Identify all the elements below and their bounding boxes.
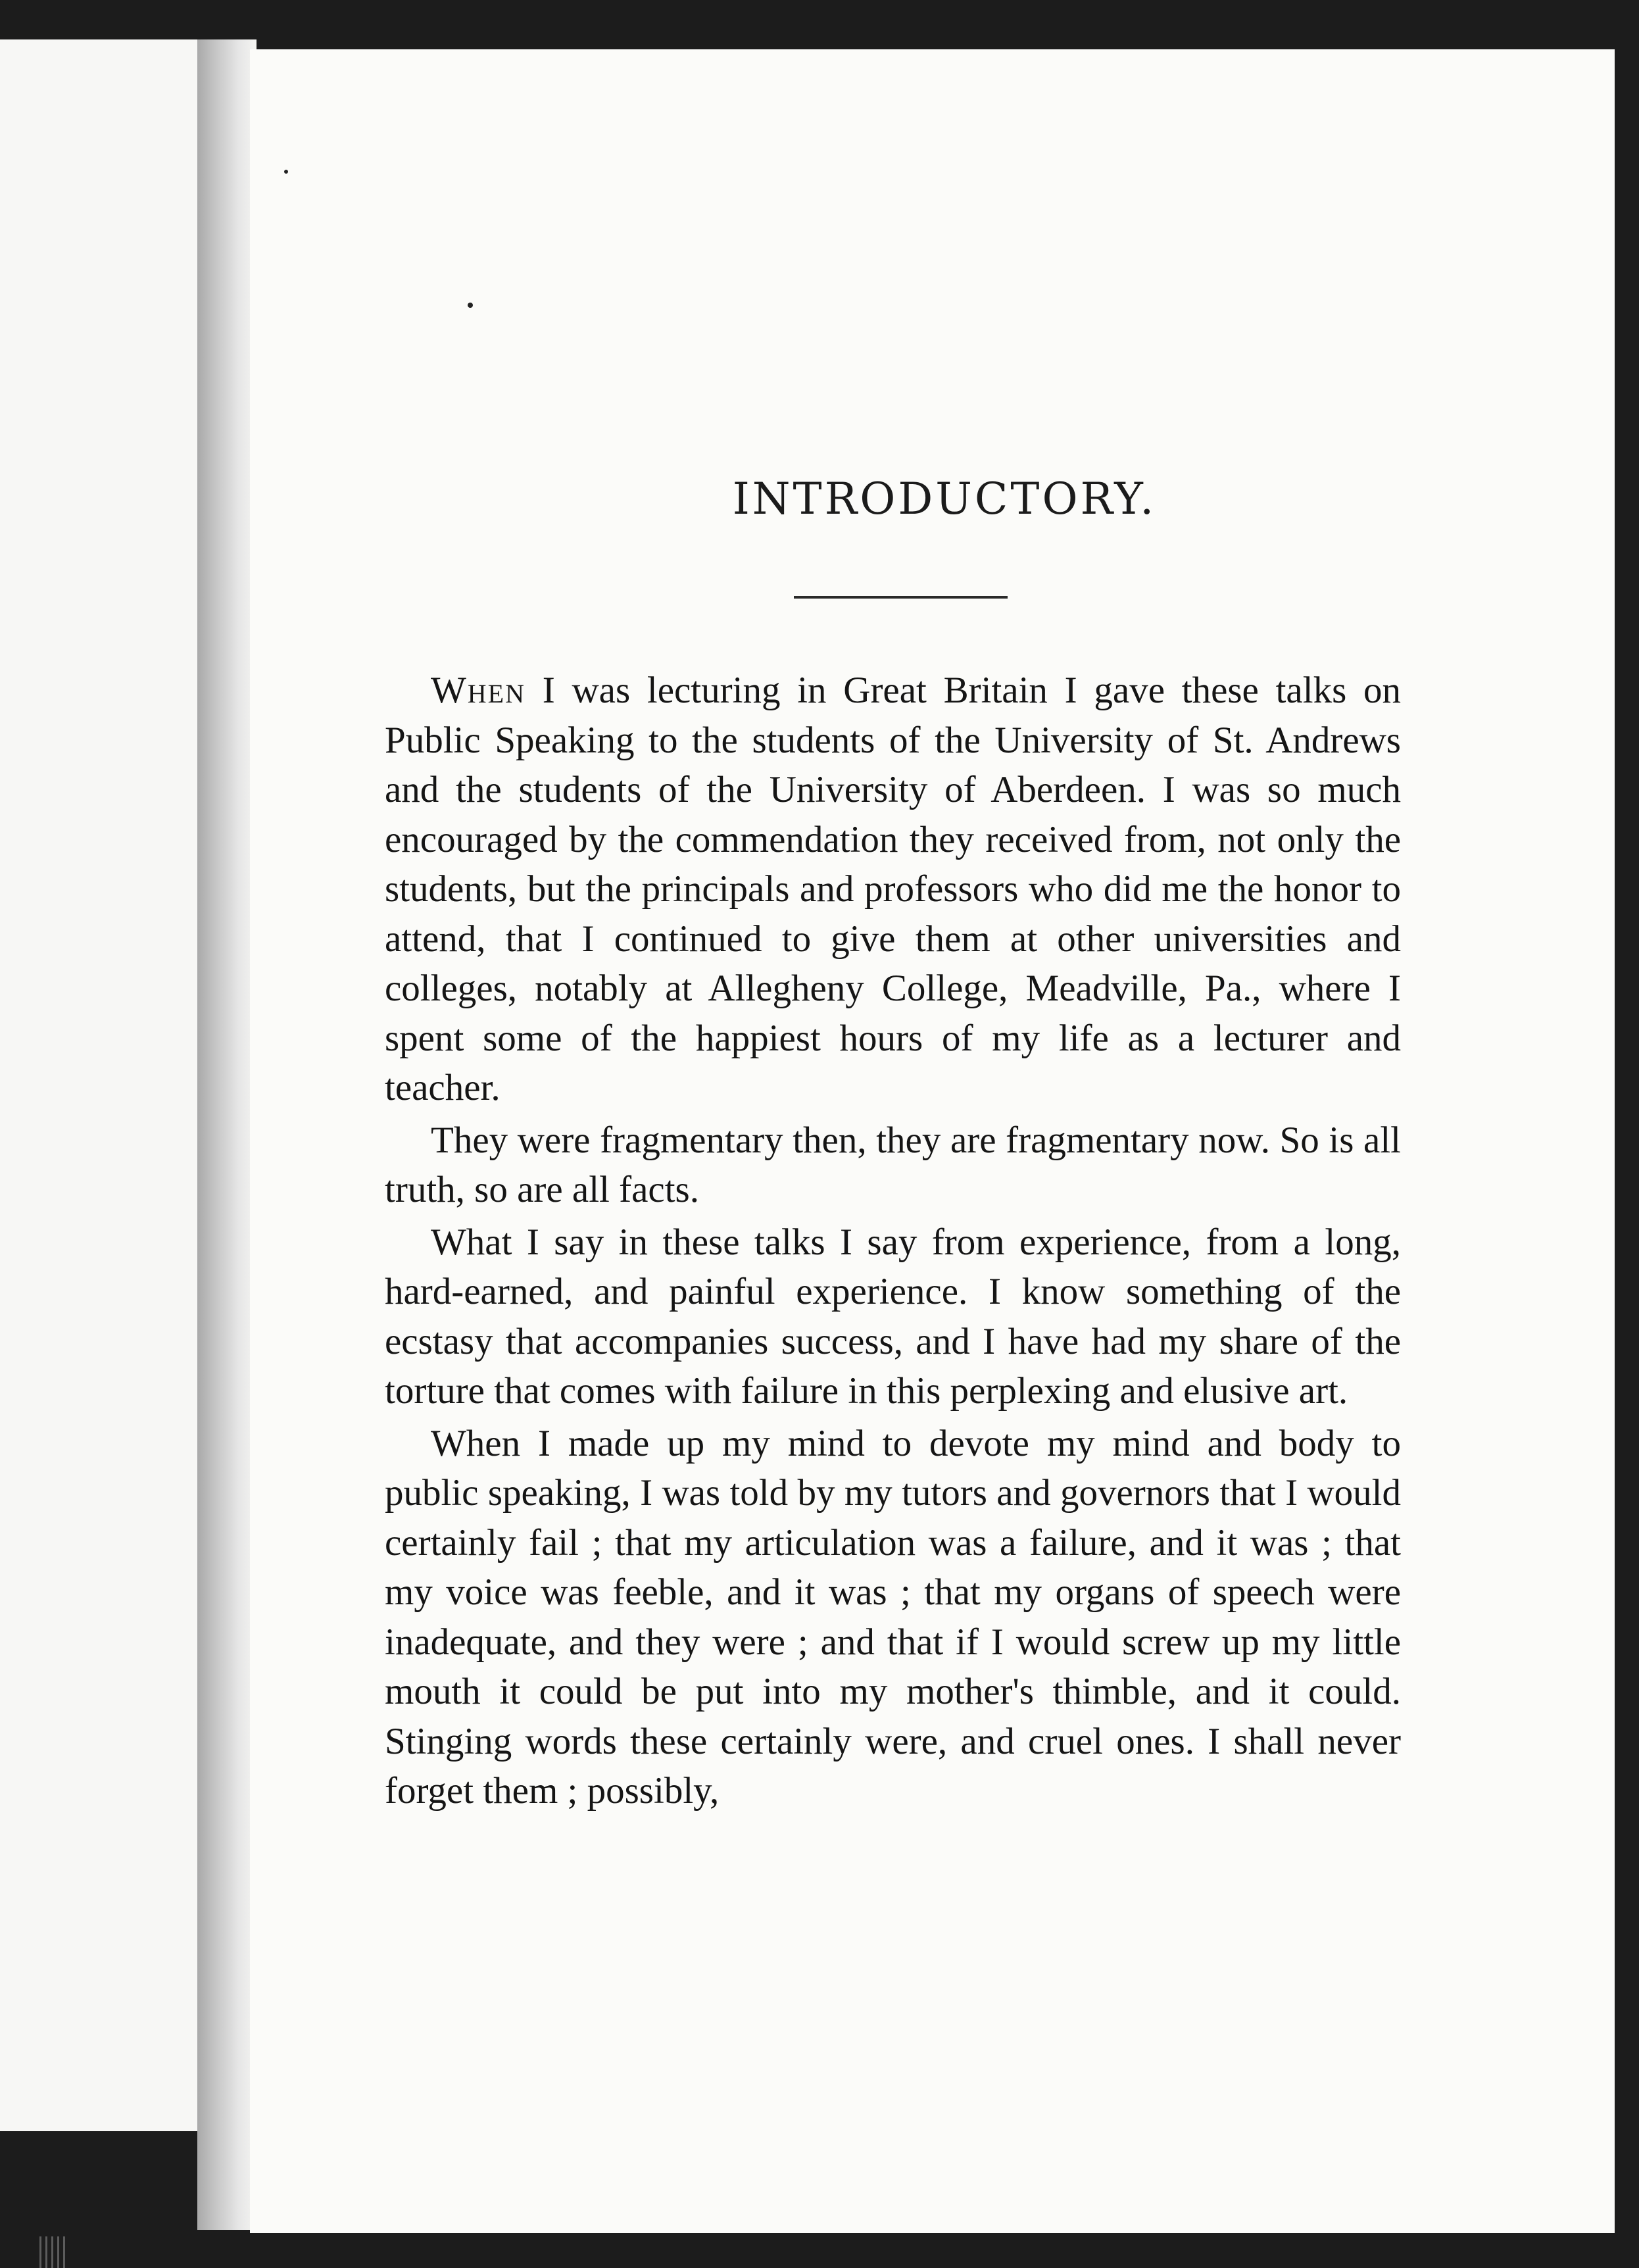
paragraph-4: When I made up my mind to devote my mind and body to public speaking, I was told by my tutors and governors that I would certainly fail ; that my articulation was a failure, and it was ; that my voice was feeble, and it was ; that my organs of speech were inadequate, and they were ; and that if I would screw up my little mouth it could be put into my mother's thimble, and it could. Stinging words these certainly were, and cruel ones. I shall never forget them ; possibly, bbox=[385, 1422, 1401, 1812]
scan-edge-marks bbox=[39, 2236, 66, 2268]
title-divider-rule bbox=[794, 596, 1008, 599]
paragraph-lead-word: When bbox=[431, 670, 526, 711]
chapter-title: INTRODUCTORY. bbox=[732, 474, 1157, 524]
book-gutter-shadow bbox=[197, 39, 257, 2230]
body-text bbox=[385, 666, 1401, 1819]
paragraph-1-text: I was lecturing in Great Britain I gave these talks on Public Speaking to the students of the University of St. Andrews and the students of the University of Aberdeen. I was so much encouraged by the commendation they received from, not only the students, but the principals and professors who did me the honor to attend, that I continued to give them at other universities and colleges, notably at Allegheny College, Meadville, Pa., where I spent some of the happiest hours of my life as a lecturer and teacher. bbox=[385, 670, 1401, 1108]
paragraph-2: They were fragmentary then, they are fragmentary now. So is all truth, so are all facts. bbox=[385, 1119, 1401, 1210]
paragraph-3: What I say in these talks I say from experience, from a long, hard-earned, and painful experience. I know something of the ecstasy that accompanies success, and I have had my share of the torture that comes with failure in this perplexing and elusive art. bbox=[385, 1221, 1401, 1412]
paragraph-1 bbox=[385, 666, 1401, 1113]
speck-mark bbox=[468, 303, 473, 308]
speck-mark bbox=[284, 170, 288, 174]
left-page-blank bbox=[0, 39, 197, 2131]
